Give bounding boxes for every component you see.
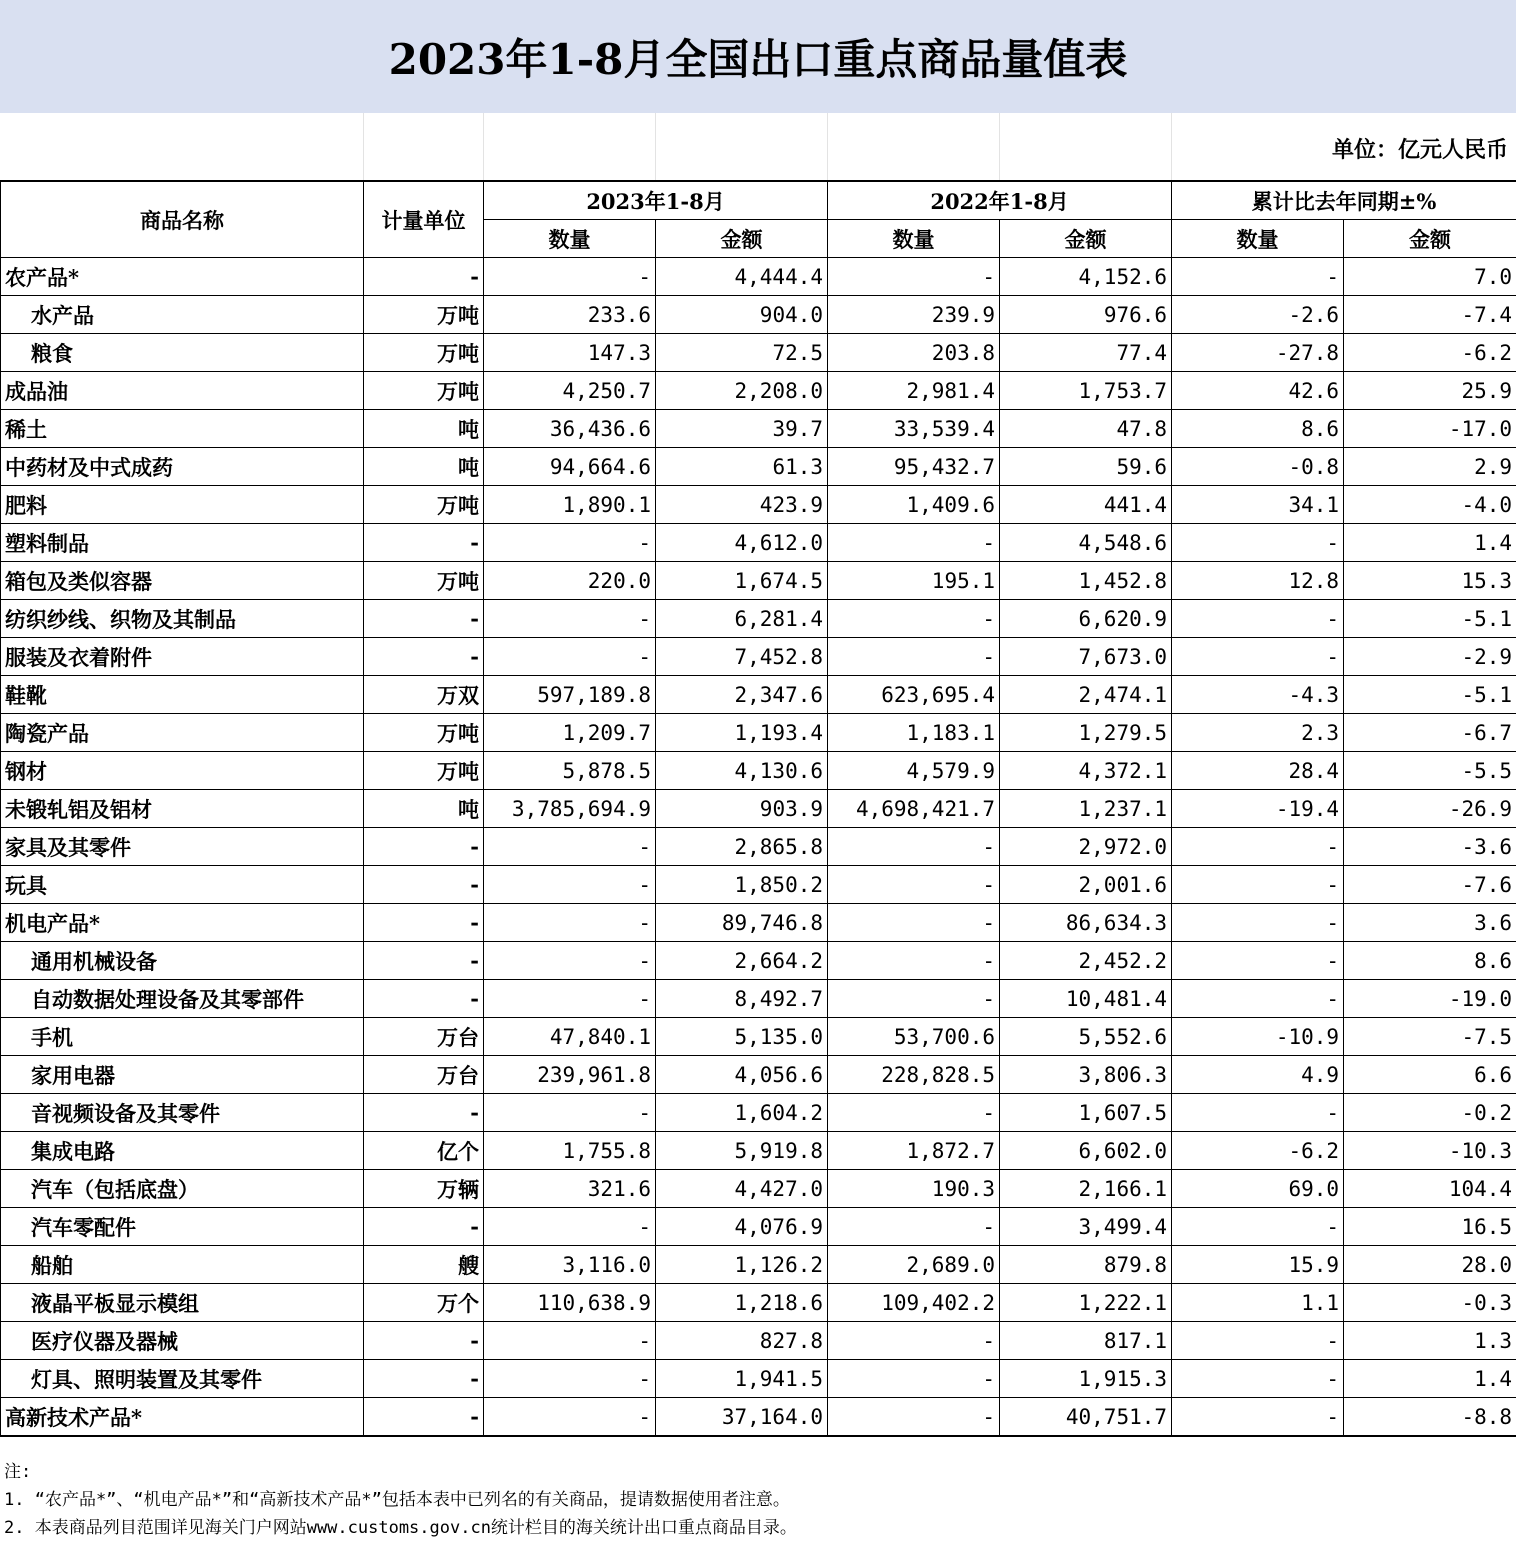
cell-a22: 4,152.6 bbox=[1000, 258, 1172, 296]
cell-q23: 3,785,694.9 bbox=[484, 790, 656, 828]
cell-name: 成品油 bbox=[1, 372, 364, 410]
table-row bbox=[1, 372, 1516, 410]
cell-q22: - bbox=[828, 1398, 1000, 1437]
cell-a22: 7,673.0 bbox=[1000, 638, 1172, 676]
cell-q23: - bbox=[484, 258, 656, 296]
cell-name: 农产品* bbox=[1, 258, 364, 296]
cell-name: 稀土 bbox=[1, 410, 364, 448]
cell-qc: 34.1 bbox=[1172, 486, 1344, 524]
cell-a23: 5,919.8 bbox=[656, 1132, 828, 1170]
header-name: 商品名称 bbox=[1, 181, 364, 258]
cell-unit: 吨 bbox=[364, 448, 484, 486]
cell-a22: 77.4 bbox=[1000, 334, 1172, 372]
cell-q22: 33,539.4 bbox=[828, 410, 1000, 448]
cell-a23: 423.9 bbox=[656, 486, 828, 524]
header-qty-2023: 数量 bbox=[484, 220, 656, 258]
cell-name: 纺织纱线、织物及其制品 bbox=[1, 600, 364, 638]
cell-unit: - bbox=[364, 1208, 484, 1246]
cell-name: 灯具、照明装置及其零件 bbox=[1, 1360, 364, 1398]
cell-ac: -5.1 bbox=[1344, 676, 1516, 714]
cell-unit: 万辆 bbox=[364, 1170, 484, 1208]
cell-a23: 72.5 bbox=[656, 334, 828, 372]
table-row bbox=[1, 562, 1516, 600]
table-row bbox=[1, 714, 1516, 752]
cell-q23: - bbox=[484, 980, 656, 1018]
cell-name: 机电产品* bbox=[1, 904, 364, 942]
cell-q22: - bbox=[828, 524, 1000, 562]
cell-a23: 904.0 bbox=[656, 296, 828, 334]
cell-unit: 吨 bbox=[364, 790, 484, 828]
cell-qc: -19.4 bbox=[1172, 790, 1344, 828]
cell-ac: -26.9 bbox=[1344, 790, 1516, 828]
cell-a22: 5,552.6 bbox=[1000, 1018, 1172, 1056]
cell-qc: 8.6 bbox=[1172, 410, 1344, 448]
cell-a22: 2,166.1 bbox=[1000, 1170, 1172, 1208]
header-qty-2022: 数量 bbox=[828, 220, 1000, 258]
cell-unit: 万个 bbox=[364, 1284, 484, 1322]
cell-unit: - bbox=[364, 1398, 484, 1437]
cell-q22: - bbox=[828, 1094, 1000, 1132]
cell-q23: 110,638.9 bbox=[484, 1284, 656, 1322]
cell-q22: 1,183.1 bbox=[828, 714, 1000, 752]
cell-name: 陶瓷产品 bbox=[1, 714, 364, 752]
table-row bbox=[1, 942, 1516, 980]
cell-name: 医疗仪器及器械 bbox=[1, 1322, 364, 1360]
cell-a22: 1,222.1 bbox=[1000, 1284, 1172, 1322]
cell-q22: - bbox=[828, 904, 1000, 942]
cell-unit: - bbox=[364, 942, 484, 980]
table-row bbox=[1, 752, 1516, 790]
cell-q22: 228,828.5 bbox=[828, 1056, 1000, 1094]
cell-q22: - bbox=[828, 866, 1000, 904]
cell-a22: 4,548.6 bbox=[1000, 524, 1172, 562]
table-row bbox=[1, 334, 1516, 372]
cell-q22: - bbox=[828, 638, 1000, 676]
table-row bbox=[1, 828, 1516, 866]
cell-ac: -5.1 bbox=[1344, 600, 1516, 638]
cell-q23: - bbox=[484, 904, 656, 942]
cell-name: 自动数据处理设备及其零部件 bbox=[1, 980, 364, 1018]
cell-unit: - bbox=[364, 600, 484, 638]
cell-q23: 220.0 bbox=[484, 562, 656, 600]
cell-unit: - bbox=[364, 904, 484, 942]
cell-q22: 95,432.7 bbox=[828, 448, 1000, 486]
cell-a23: 61.3 bbox=[656, 448, 828, 486]
cell-ac: -7.6 bbox=[1344, 866, 1516, 904]
cell-qc: 69.0 bbox=[1172, 1170, 1344, 1208]
cell-a23: 37,164.0 bbox=[656, 1398, 828, 1437]
note-line-1: 1. “农产品*”、“机电产品*”和“高新技术产品*”包括本表中已列名的有关商品，提请数据使用者注意。 bbox=[4, 1490, 790, 1510]
cell-unit: 万吨 bbox=[364, 752, 484, 790]
cell-unit: 亿个 bbox=[364, 1132, 484, 1170]
table-row bbox=[1, 866, 1516, 904]
cell-q22: - bbox=[828, 1208, 1000, 1246]
unit-label: 单位：亿元人民币 bbox=[1331, 137, 1508, 163]
cell-q23: 94,664.6 bbox=[484, 448, 656, 486]
table-row bbox=[1, 1322, 1516, 1360]
table-row bbox=[1, 1398, 1516, 1437]
cell-q22: 1,409.6 bbox=[828, 486, 1000, 524]
cell-name: 船舶 bbox=[1, 1246, 364, 1284]
cell-ac: -3.6 bbox=[1344, 828, 1516, 866]
cell-ac: 1.3 bbox=[1344, 1322, 1516, 1360]
unit-row bbox=[0, 113, 1516, 180]
cell-q23: - bbox=[484, 1322, 656, 1360]
cell-q22: 2,689.0 bbox=[828, 1246, 1000, 1284]
cell-unit: - bbox=[364, 980, 484, 1018]
cell-ac: -2.9 bbox=[1344, 638, 1516, 676]
cell-unit: - bbox=[364, 1360, 484, 1398]
cell-a23: 5,135.0 bbox=[656, 1018, 828, 1056]
cell-name: 未锻轧铝及铝材 bbox=[1, 790, 364, 828]
cell-unit: 万吨 bbox=[364, 296, 484, 334]
cell-a23: 4,076.9 bbox=[656, 1208, 828, 1246]
table-row bbox=[1, 980, 1516, 1018]
cell-name: 钢材 bbox=[1, 752, 364, 790]
cell-a22: 3,499.4 bbox=[1000, 1208, 1172, 1246]
cell-a23: 1,126.2 bbox=[656, 1246, 828, 1284]
cell-name: 液晶平板显示模组 bbox=[1, 1284, 364, 1322]
cell-q22: - bbox=[828, 828, 1000, 866]
cell-a23: 2,865.8 bbox=[656, 828, 828, 866]
table-row bbox=[1, 486, 1516, 524]
table-row bbox=[1, 904, 1516, 942]
cell-qc: -27.8 bbox=[1172, 334, 1344, 372]
cell-a22: 1,237.1 bbox=[1000, 790, 1172, 828]
cell-a23: 4,130.6 bbox=[656, 752, 828, 790]
header-amt-change: 金额 bbox=[1344, 220, 1516, 258]
cell-q23: - bbox=[484, 600, 656, 638]
cell-a22: 10,481.4 bbox=[1000, 980, 1172, 1018]
cell-qc: - bbox=[1172, 1208, 1344, 1246]
header-period-2023: 2023年1-8月 bbox=[484, 181, 828, 220]
cell-q22: 109,402.2 bbox=[828, 1284, 1000, 1322]
cell-a23: 4,612.0 bbox=[656, 524, 828, 562]
cell-a22: 2,474.1 bbox=[1000, 676, 1172, 714]
cell-q22: - bbox=[828, 942, 1000, 980]
cell-ac: 16.5 bbox=[1344, 1208, 1516, 1246]
cell-qc: -6.2 bbox=[1172, 1132, 1344, 1170]
header-amt-2023: 金额 bbox=[656, 220, 828, 258]
cell-ac: -7.5 bbox=[1344, 1018, 1516, 1056]
cell-unit: 万台 bbox=[364, 1056, 484, 1094]
cell-unit: 万双 bbox=[364, 676, 484, 714]
cell-a22: 2,001.6 bbox=[1000, 866, 1172, 904]
cell-name: 箱包及类似容器 bbox=[1, 562, 364, 600]
cell-ac: 6.6 bbox=[1344, 1056, 1516, 1094]
cell-q23: - bbox=[484, 866, 656, 904]
cell-q23: 239,961.8 bbox=[484, 1056, 656, 1094]
cell-a22: 879.8 bbox=[1000, 1246, 1172, 1284]
cell-qc: - bbox=[1172, 1398, 1344, 1437]
cell-q22: - bbox=[828, 1322, 1000, 1360]
cell-unit: 万吨 bbox=[364, 372, 484, 410]
header-amt-2022: 金额 bbox=[1000, 220, 1172, 258]
table-row bbox=[1, 1094, 1516, 1132]
cell-q23: - bbox=[484, 638, 656, 676]
cell-q22: - bbox=[828, 600, 1000, 638]
cell-name: 玩具 bbox=[1, 866, 364, 904]
cell-name: 手机 bbox=[1, 1018, 364, 1056]
cell-ac: -0.3 bbox=[1344, 1284, 1516, 1322]
cell-q23: 233.6 bbox=[484, 296, 656, 334]
table-row bbox=[1, 1208, 1516, 1246]
cell-q22: 2,981.4 bbox=[828, 372, 1000, 410]
cell-unit: - bbox=[364, 828, 484, 866]
cell-ac: -8.8 bbox=[1344, 1398, 1516, 1437]
cell-qc: -0.8 bbox=[1172, 448, 1344, 486]
cell-name: 集成电路 bbox=[1, 1132, 364, 1170]
cell-qc: 28.4 bbox=[1172, 752, 1344, 790]
cell-a22: 47.8 bbox=[1000, 410, 1172, 448]
cell-qc: - bbox=[1172, 828, 1344, 866]
data-table bbox=[0, 180, 1516, 1437]
cell-a22: 441.4 bbox=[1000, 486, 1172, 524]
cell-qc: - bbox=[1172, 524, 1344, 562]
header-period-2022: 2022年1-8月 bbox=[828, 181, 1172, 220]
table-row bbox=[1, 1360, 1516, 1398]
cell-ac: -17.0 bbox=[1344, 410, 1516, 448]
cell-q22: 239.9 bbox=[828, 296, 1000, 334]
cell-ac: 7.0 bbox=[1344, 258, 1516, 296]
cell-a23: 1,850.2 bbox=[656, 866, 828, 904]
cell-a23: 903.9 bbox=[656, 790, 828, 828]
cell-name: 汽车（包括底盘） bbox=[1, 1170, 364, 1208]
cell-ac: -10.3 bbox=[1344, 1132, 1516, 1170]
cell-a22: 976.6 bbox=[1000, 296, 1172, 334]
header-qty-change: 数量 bbox=[1172, 220, 1344, 258]
cell-name: 通用机械设备 bbox=[1, 942, 364, 980]
cell-a22: 1,279.5 bbox=[1000, 714, 1172, 752]
cell-q23: - bbox=[484, 942, 656, 980]
cell-a22: 1,452.8 bbox=[1000, 562, 1172, 600]
cell-name: 水产品 bbox=[1, 296, 364, 334]
cell-name: 服装及衣着附件 bbox=[1, 638, 364, 676]
cell-ac: -4.0 bbox=[1344, 486, 1516, 524]
cell-unit: - bbox=[364, 258, 484, 296]
cell-qc: - bbox=[1172, 1360, 1344, 1398]
header-unit: 计量单位 bbox=[364, 181, 484, 258]
table-row bbox=[1, 410, 1516, 448]
table-row bbox=[1, 1056, 1516, 1094]
cell-unit: - bbox=[364, 524, 484, 562]
cell-unit: - bbox=[364, 1094, 484, 1132]
cell-name: 音视频设备及其零件 bbox=[1, 1094, 364, 1132]
cell-ac: 1.4 bbox=[1344, 1360, 1516, 1398]
table-row bbox=[1, 638, 1516, 676]
cell-name: 粮食 bbox=[1, 334, 364, 372]
table-row bbox=[1, 296, 1516, 334]
table-row bbox=[1, 676, 1516, 714]
cell-a22: 817.1 bbox=[1000, 1322, 1172, 1360]
cell-ac: -0.2 bbox=[1344, 1094, 1516, 1132]
cell-a23: 4,056.6 bbox=[656, 1056, 828, 1094]
cell-a23: 2,208.0 bbox=[656, 372, 828, 410]
cell-ac: 2.9 bbox=[1344, 448, 1516, 486]
cell-q22: - bbox=[828, 980, 1000, 1018]
cell-q23: 36,436.6 bbox=[484, 410, 656, 448]
cell-a23: 827.8 bbox=[656, 1322, 828, 1360]
cell-qc: - bbox=[1172, 1322, 1344, 1360]
cell-q22: 1,872.7 bbox=[828, 1132, 1000, 1170]
cell-q22: - bbox=[828, 258, 1000, 296]
cell-a22: 1,753.7 bbox=[1000, 372, 1172, 410]
cell-qc: - bbox=[1172, 638, 1344, 676]
cell-a22: 1,915.3 bbox=[1000, 1360, 1172, 1398]
cell-a22: 2,972.0 bbox=[1000, 828, 1172, 866]
cell-a23: 4,444.4 bbox=[656, 258, 828, 296]
cell-unit: 万吨 bbox=[364, 714, 484, 752]
cell-a22: 86,634.3 bbox=[1000, 904, 1172, 942]
cell-q23: - bbox=[484, 828, 656, 866]
cell-a23: 1,604.2 bbox=[656, 1094, 828, 1132]
notes bbox=[4, 1458, 797, 1542]
cell-q23: - bbox=[484, 1094, 656, 1132]
header-change: 累计比去年同期±% bbox=[1172, 181, 1516, 220]
cell-q22: 4,698,421.7 bbox=[828, 790, 1000, 828]
cell-q23: 147.3 bbox=[484, 334, 656, 372]
cell-q22: 53,700.6 bbox=[828, 1018, 1000, 1056]
cell-q23: 5,878.5 bbox=[484, 752, 656, 790]
table-row bbox=[1, 1170, 1516, 1208]
table-row bbox=[1, 448, 1516, 486]
cell-qc: - bbox=[1172, 942, 1344, 980]
cell-ac: -7.4 bbox=[1344, 296, 1516, 334]
cell-unit: 万吨 bbox=[364, 562, 484, 600]
cell-qc: - bbox=[1172, 904, 1344, 942]
cell-name: 家用电器 bbox=[1, 1056, 364, 1094]
cell-q23: 597,189.8 bbox=[484, 676, 656, 714]
cell-a23: 7,452.8 bbox=[656, 638, 828, 676]
table-row bbox=[1, 790, 1516, 828]
cell-a23: 1,941.5 bbox=[656, 1360, 828, 1398]
cell-name: 中药材及中式成药 bbox=[1, 448, 364, 486]
cell-ac: -5.5 bbox=[1344, 752, 1516, 790]
cell-a22: 6,620.9 bbox=[1000, 600, 1172, 638]
cell-q22: 203.8 bbox=[828, 334, 1000, 372]
cell-q23: - bbox=[484, 1398, 656, 1437]
cell-a23: 8,492.7 bbox=[656, 980, 828, 1018]
cell-ac: -19.0 bbox=[1344, 980, 1516, 1018]
cell-a23: 1,674.5 bbox=[656, 562, 828, 600]
cell-qc: 1.1 bbox=[1172, 1284, 1344, 1322]
cell-q23: 1,209.7 bbox=[484, 714, 656, 752]
table-row bbox=[1, 1284, 1516, 1322]
cell-qc: 4.9 bbox=[1172, 1056, 1344, 1094]
cell-qc: - bbox=[1172, 866, 1344, 904]
cell-ac: 3.6 bbox=[1344, 904, 1516, 942]
cell-q23: - bbox=[484, 1360, 656, 1398]
cell-a23: 2,664.2 bbox=[656, 942, 828, 980]
cell-q23: 3,116.0 bbox=[484, 1246, 656, 1284]
table-row bbox=[1, 524, 1516, 562]
cell-a22: 6,602.0 bbox=[1000, 1132, 1172, 1170]
cell-a22: 4,372.1 bbox=[1000, 752, 1172, 790]
cell-qc: 15.9 bbox=[1172, 1246, 1344, 1284]
cell-unit: 万吨 bbox=[364, 334, 484, 372]
table-row bbox=[1, 1246, 1516, 1284]
cell-a23: 2,347.6 bbox=[656, 676, 828, 714]
cell-q23: 4,250.7 bbox=[484, 372, 656, 410]
cell-q23: 47,840.1 bbox=[484, 1018, 656, 1056]
table-row bbox=[1, 258, 1516, 296]
cell-ac: 1.4 bbox=[1344, 524, 1516, 562]
cell-ac: 25.9 bbox=[1344, 372, 1516, 410]
cell-ac: 28.0 bbox=[1344, 1246, 1516, 1284]
cell-ac: 15.3 bbox=[1344, 562, 1516, 600]
cell-a23: 1,193.4 bbox=[656, 714, 828, 752]
cell-q23: 1,890.1 bbox=[484, 486, 656, 524]
cell-q22: 190.3 bbox=[828, 1170, 1000, 1208]
cell-unit: 吨 bbox=[364, 410, 484, 448]
cell-unit: 万吨 bbox=[364, 486, 484, 524]
cell-qc: - bbox=[1172, 600, 1344, 638]
cell-q22: 195.1 bbox=[828, 562, 1000, 600]
cell-qc: 12.8 bbox=[1172, 562, 1344, 600]
cell-qc: 2.3 bbox=[1172, 714, 1344, 752]
note-line-2: 2. 本表商品列目范围详见海关门户网站www.customs.gov.cn统计栏目的海关统计出口重点商品目录。 bbox=[4, 1518, 797, 1538]
cell-unit: - bbox=[364, 1322, 484, 1360]
cell-a22: 3,806.3 bbox=[1000, 1056, 1172, 1094]
cell-q22: 4,579.9 bbox=[828, 752, 1000, 790]
cell-unit: 万台 bbox=[364, 1018, 484, 1056]
cell-name: 家具及其零件 bbox=[1, 828, 364, 866]
cell-ac: -6.7 bbox=[1344, 714, 1516, 752]
cell-q23: - bbox=[484, 1208, 656, 1246]
cell-a22: 59.6 bbox=[1000, 448, 1172, 486]
cell-name: 塑料制品 bbox=[1, 524, 364, 562]
cell-ac: 8.6 bbox=[1344, 942, 1516, 980]
cell-qc: -4.3 bbox=[1172, 676, 1344, 714]
cell-a22: 2,452.2 bbox=[1000, 942, 1172, 980]
cell-ac: -6.2 bbox=[1344, 334, 1516, 372]
cell-name: 高新技术产品* bbox=[1, 1398, 364, 1437]
cell-a23: 4,427.0 bbox=[656, 1170, 828, 1208]
cell-q23: 321.6 bbox=[484, 1170, 656, 1208]
table-row bbox=[1, 1018, 1516, 1056]
cell-a23: 1,218.6 bbox=[656, 1284, 828, 1322]
cell-qc: 42.6 bbox=[1172, 372, 1344, 410]
cell-name: 肥料 bbox=[1, 486, 364, 524]
cell-qc: -10.9 bbox=[1172, 1018, 1344, 1056]
page-title: 2023年1-8月全国出口重点商品量值表 bbox=[0, 0, 1516, 113]
cell-unit: - bbox=[364, 866, 484, 904]
cell-a23: 6,281.4 bbox=[656, 600, 828, 638]
cell-qc: - bbox=[1172, 980, 1344, 1018]
notes-label: 注: bbox=[4, 1462, 32, 1482]
cell-a22: 1,607.5 bbox=[1000, 1094, 1172, 1132]
cell-a23: 39.7 bbox=[656, 410, 828, 448]
cell-name: 汽车零配件 bbox=[1, 1208, 364, 1246]
cell-q22: - bbox=[828, 1360, 1000, 1398]
cell-a22: 40,751.7 bbox=[1000, 1398, 1172, 1437]
cell-unit: - bbox=[364, 638, 484, 676]
cell-qc: - bbox=[1172, 258, 1344, 296]
cell-qc: - bbox=[1172, 1094, 1344, 1132]
cell-q23: 1,755.8 bbox=[484, 1132, 656, 1170]
table-body bbox=[1, 258, 1516, 1437]
cell-name: 鞋靴 bbox=[1, 676, 364, 714]
cell-q22: 623,695.4 bbox=[828, 676, 1000, 714]
table-row bbox=[1, 1132, 1516, 1170]
cell-ac: 104.4 bbox=[1344, 1170, 1516, 1208]
table-row bbox=[1, 600, 1516, 638]
cell-qc: -2.6 bbox=[1172, 296, 1344, 334]
cell-q23: - bbox=[484, 524, 656, 562]
cell-a23: 89,746.8 bbox=[656, 904, 828, 942]
cell-unit: 艘 bbox=[364, 1246, 484, 1284]
